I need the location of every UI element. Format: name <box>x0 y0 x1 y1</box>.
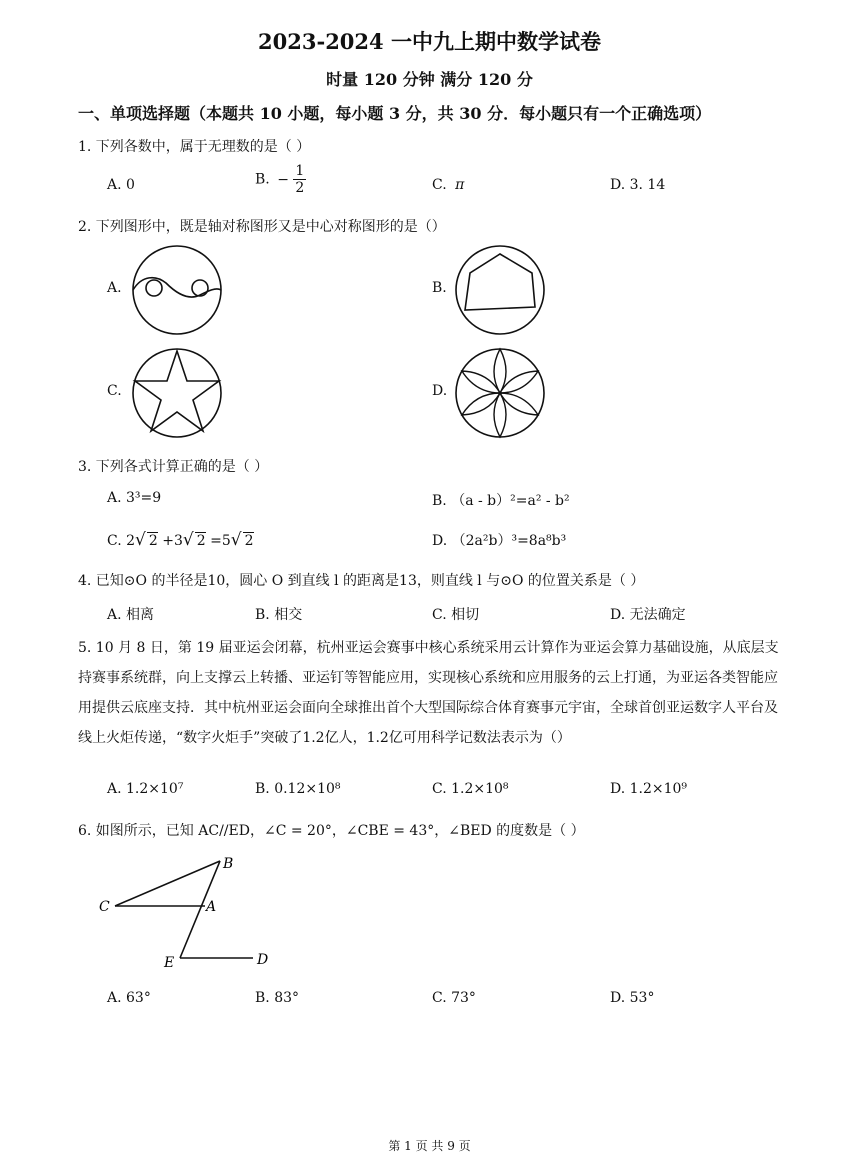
yin-yang-figure <box>130 243 224 337</box>
q4-option-b: B. 相交 <box>255 607 303 623</box>
q3-radicand-1: 2 <box>148 533 158 549</box>
q1-option-c-value: π <box>455 177 465 193</box>
exam-title: 2023-2024 一中九上期中数学试卷 <box>258 29 601 54</box>
q5-stem: 5. 10 月 8 日，第 19 届亚运会闭幕，杭州亚运会赛事中核心系统采用云计算作为亚运会算力基础设施，从底层支持赛事系统群，向上支撑云上转播、亚运钉等智能应用，实现核心系统和应用服务的云上打通，为亚运各类智能应用提供云底座支持．其中杭州亚运会面向全球推出首个大型国际综合体育赛事元宇宙，全球首创亚运数字人平台及线上火炬传递，“数字火炬手”突破了1.2亿人，1.2亿可用科学记数法表示为（） <box>78 640 779 746</box>
q1-option-c-prefix: C. <box>432 177 447 193</box>
page-footer: 第 1 页 共 9 页 <box>388 1139 471 1153</box>
q4-stem: 4. 已知⊙O 的半径是10，圆心 O 到直线 l 的距离是13，则直线 l 与⊙O 的位置关系是（ ） <box>78 573 645 589</box>
q5-option-d: D. 1.2×10⁹ <box>610 781 688 797</box>
q3-option-c-eq: =5 <box>210 533 231 549</box>
q3-option-d: D. （2a²b）³=8a⁸b³ <box>432 533 567 549</box>
sqrt-symbol: √ <box>230 530 242 550</box>
q1-option-d: D. 3. 14 <box>610 177 666 193</box>
q1-option-b <box>255 163 306 196</box>
q6-option-a: A. 63° <box>107 990 151 1006</box>
q6-option-c: C. 73° <box>432 990 476 1006</box>
label-a: A <box>206 899 217 915</box>
label-c: C <box>99 899 110 915</box>
pentagon-in-circle-figure <box>453 243 547 337</box>
q3-stem: 3. 下列各式计算正确的是（ ） <box>78 459 269 475</box>
q3-option-c-prefix: C. 2 <box>107 533 136 549</box>
q2-option-b: B. <box>432 280 447 296</box>
q1-fraction-numerator: 1 <box>295 163 305 179</box>
q3-option-a: A. 3³=9 <box>107 490 162 506</box>
q2-stem: 2. 下列图形中，既是轴对称图形又是中心对称图形的是（） <box>78 219 446 235</box>
q6-option-b: B. 83° <box>255 990 300 1006</box>
triangle-parallel-figure <box>95 850 285 975</box>
flower-in-circle-figure <box>453 346 547 440</box>
q1-option-c <box>432 177 464 193</box>
q1-fraction-denominator: 2 <box>295 180 305 196</box>
label-d: D <box>257 952 269 968</box>
q6-stem: 6. 如图所示，已知 AC//ED，∠C = 20°，∠CBE = 43°，∠BED 的度数是（ ） <box>78 823 585 839</box>
q1-stem: 1. 下列各数中，属于无理数的是（ ） <box>78 139 311 155</box>
q2-option-c: C. <box>107 383 122 399</box>
q1-option-b-minus: − <box>277 171 289 188</box>
q6-option-d: D. 53° <box>610 990 655 1006</box>
q3-option-c-plus: +3 <box>162 533 183 549</box>
q1-option-a: A. 0 <box>107 177 135 193</box>
q1-fraction <box>293 163 306 196</box>
q4-option-d: D. 无法确定 <box>610 607 686 623</box>
q5-option-b: B. 0.12×10⁸ <box>255 781 341 797</box>
q3-option-c <box>107 530 254 550</box>
label-b: B <box>223 856 234 872</box>
sqrt-symbol: √ <box>135 530 146 550</box>
sqrt-symbol: √ <box>182 530 194 550</box>
q3-radicand-2: 2 <box>196 533 206 549</box>
q5-option-c: C. 1.2×10⁸ <box>432 781 509 797</box>
q2-option-d: D. <box>432 383 448 399</box>
q5-option-a: A. 1.2×10⁷ <box>107 781 184 797</box>
exam-subtitle: 时量 120 分钟 满分 120 分 <box>326 70 533 89</box>
q2-option-a: A. <box>107 280 122 296</box>
label-e: E <box>164 955 175 971</box>
q3-radicand-3: 2 <box>244 533 254 549</box>
q4-option-c: C. 相切 <box>432 607 480 623</box>
star-in-circle-figure <box>130 346 224 440</box>
q1-option-b-prefix: B. <box>255 171 270 188</box>
section-heading: 一、单项选择题（本题共 10 小题，每小题 3 分，共 30 分．每小题只有一个正确选项） <box>78 104 712 123</box>
q4-option-a: A. 相离 <box>107 607 155 623</box>
q3-option-b: B. （a - b）²=a² - b² <box>432 493 570 509</box>
